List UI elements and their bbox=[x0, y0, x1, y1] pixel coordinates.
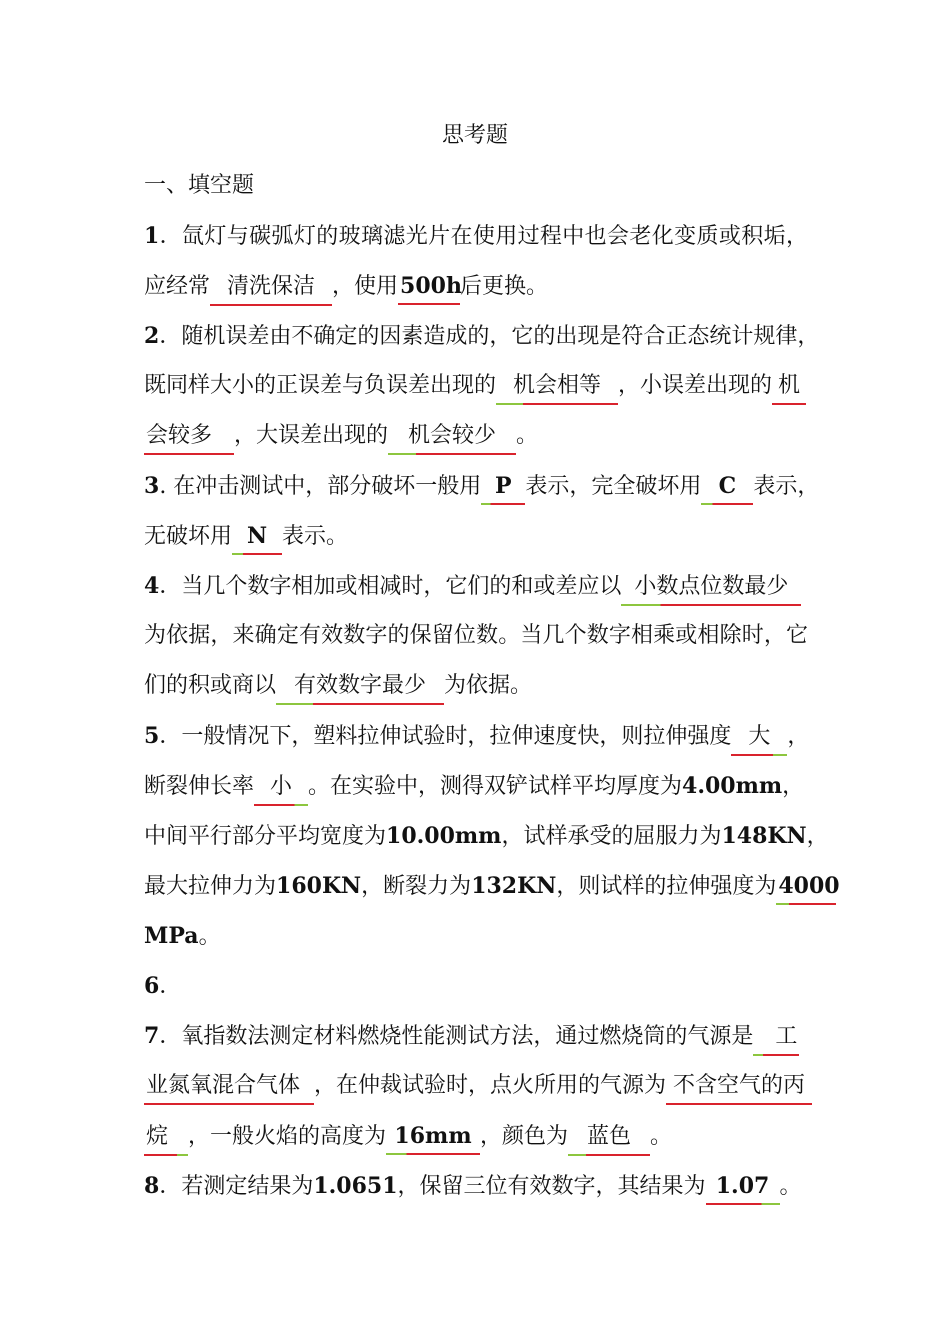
question-4-line-3 bbox=[144, 670, 808, 702]
answer-blank: 工 bbox=[753, 1021, 799, 1053]
answer-blank: 小 bbox=[254, 771, 308, 803]
question-text: 后更换。 bbox=[460, 274, 549, 299]
question-text: ， bbox=[787, 724, 810, 749]
question-text: 表示，完全破坏用 bbox=[525, 474, 702, 499]
question-text: ．随机误差由不确定的因素造成的，它的出现是符合正态统计规律， bbox=[159, 324, 820, 349]
question-6-line-1 bbox=[144, 970, 808, 1003]
question-number: 5 bbox=[144, 723, 160, 749]
answer-blank: 业氮氧混合气体 bbox=[144, 1070, 314, 1102]
question-3-line-1 bbox=[144, 470, 820, 503]
answer-blank: 500h bbox=[398, 270, 460, 302]
question-text: ．氧指数法测定材料燃烧性能测试方法，通过燃烧筒的气源是 bbox=[159, 1024, 754, 1049]
question-1-line-2 bbox=[144, 270, 808, 303]
value-text: 132KN bbox=[471, 873, 557, 899]
answer-blank: 有效数字最少 bbox=[276, 670, 444, 702]
question-text: ．当几个数字相加或相减时，它们的和或差应以 bbox=[159, 574, 622, 599]
question-5-line-2 bbox=[144, 770, 808, 803]
question-text: ，试样承受的屈服力为 bbox=[501, 824, 722, 849]
question-text: 既同样大小的正误差与负误差出现的 bbox=[144, 373, 497, 398]
question-text: ，断裂力为 bbox=[361, 874, 472, 899]
question-text: 为依据。 bbox=[444, 673, 533, 698]
answer-blank: 4000 bbox=[776, 870, 836, 902]
answer-blank: 机会较少 bbox=[388, 420, 516, 452]
question-number: 3 bbox=[144, 473, 160, 499]
question-text: ， bbox=[806, 824, 829, 849]
question-text: 最大拉伸力为 bbox=[144, 874, 277, 899]
question-text: 应经常 bbox=[144, 274, 211, 299]
answer-blank: 蓝色 bbox=[568, 1121, 650, 1153]
value-text: 1.0651 bbox=[313, 1173, 398, 1199]
question-5-line-1 bbox=[144, 720, 808, 753]
question-text: ． bbox=[159, 974, 182, 999]
value-text: 148KN bbox=[721, 823, 807, 849]
answer-blank: 大 bbox=[731, 721, 787, 753]
question-text: ，使用 bbox=[332, 274, 399, 299]
question-text: ．若测定结果为 bbox=[159, 1174, 314, 1199]
question-5-line-5 bbox=[144, 920, 808, 953]
question-text: ，保留三位有效数字，其结果为 bbox=[397, 1174, 706, 1199]
value-text: 10.00mm bbox=[386, 823, 502, 849]
value-text: 4.00mm bbox=[682, 773, 783, 799]
question-2-line-2 bbox=[144, 370, 808, 402]
question-text: 中间平行部分平均宽度为 bbox=[144, 824, 387, 849]
question-number: 2 bbox=[144, 323, 160, 349]
question-text: 。 bbox=[650, 1124, 673, 1149]
answer-blank: 机 bbox=[772, 370, 806, 402]
question-text: ，大误差出现的 bbox=[234, 423, 389, 448]
question-text: ．氙灯与碳弧灯的玻璃滤光片在使用过程中也会老化变质或积垢， bbox=[159, 224, 808, 249]
value-text: 160KN bbox=[276, 873, 362, 899]
question-7-line-2 bbox=[144, 1070, 808, 1102]
question-text: 。 bbox=[198, 924, 221, 949]
question-text: 们的积或商以 bbox=[144, 673, 277, 698]
question-text: 无破坏用 bbox=[144, 524, 233, 549]
question-8-line-1 bbox=[144, 1170, 808, 1203]
question-text: ，则试样的拉伸强度为 bbox=[556, 874, 777, 899]
question-text: 。 bbox=[779, 1174, 802, 1199]
answer-blank: N bbox=[232, 520, 282, 552]
question-text: . 在冲击测试中，部分破坏一般用 bbox=[159, 474, 482, 499]
question-1-line-1 bbox=[144, 220, 808, 253]
question-text: ， bbox=[782, 774, 805, 799]
answer-blank: 清洗保洁 bbox=[210, 271, 332, 303]
question-4-line-2: 为依据，来确定有效数字的保留位数。当几个数字相乘或相除时，它 bbox=[144, 623, 808, 648]
question-5-line-4 bbox=[144, 870, 840, 903]
answer-blank: 小数点位数最少 bbox=[621, 571, 801, 603]
answer-blank: C bbox=[701, 470, 753, 502]
question-3-line-2 bbox=[144, 520, 808, 553]
answer-blank: 烷 bbox=[144, 1121, 188, 1153]
question-number: 4 bbox=[144, 573, 160, 599]
question-number: 8 bbox=[144, 1173, 160, 1199]
question-number: 1 bbox=[144, 223, 160, 249]
question-2-line-3 bbox=[144, 420, 808, 452]
question-4-line-1 bbox=[144, 570, 808, 603]
question-text: ，在仲裁试验时，点火所用的气源为 bbox=[314, 1073, 667, 1098]
question-text: 表示。 bbox=[282, 524, 349, 549]
question-7-line-3 bbox=[144, 1120, 808, 1153]
question-number: 7 bbox=[144, 1023, 160, 1049]
answer-blank: 不含空气的丙 bbox=[666, 1070, 812, 1102]
question-text: ，一般火焰的高度为 bbox=[188, 1124, 387, 1149]
question-text: 。在实验中，测得双铲试样平均厚度为 bbox=[308, 774, 683, 799]
answer-blank: 16mm bbox=[386, 1120, 480, 1152]
page-title: 思考题 bbox=[441, 123, 508, 148]
question-number: 6 bbox=[144, 973, 160, 999]
question-text: ，颜色为 bbox=[480, 1124, 569, 1149]
question-7-line-1 bbox=[144, 1020, 808, 1053]
answer-blank: 机会相等 bbox=[496, 370, 618, 402]
question-text: 。 bbox=[516, 423, 539, 448]
question-5-line-3 bbox=[144, 820, 829, 853]
question-2-line-1 bbox=[144, 320, 820, 353]
question-text: ．一般情况下，塑料拉伸试验时，拉伸速度快，则拉伸强度 bbox=[159, 724, 732, 749]
question-text: 表示， bbox=[753, 474, 820, 499]
value-text: MPa bbox=[144, 923, 199, 949]
question-text: 断裂伸长率 bbox=[144, 774, 255, 799]
answer-blank: P bbox=[481, 470, 525, 502]
section-heading: 一、填空题 bbox=[144, 173, 255, 198]
question-text: ，小误差出现的 bbox=[618, 373, 773, 398]
answer-blank: 会较多 bbox=[144, 420, 234, 452]
answer-blank: 1.07 bbox=[706, 1170, 780, 1202]
